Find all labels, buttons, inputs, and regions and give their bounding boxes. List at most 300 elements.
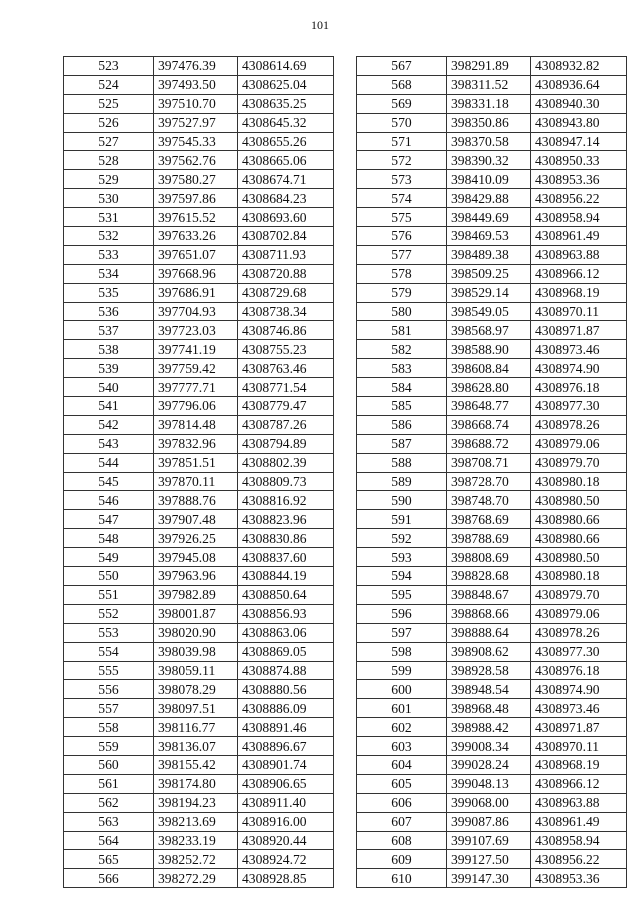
- y-coordinate-cell: 4308816.92: [238, 491, 334, 510]
- table-row: [357, 170, 627, 189]
- x-coordinate-cell: 399008.34: [447, 737, 531, 756]
- point-number-cell: 536: [64, 302, 154, 321]
- table-row: [64, 245, 334, 264]
- table-row: [64, 75, 334, 94]
- point-number-cell: 523: [64, 57, 154, 76]
- y-coordinate-cell: 4308943.80: [531, 113, 627, 132]
- table-row: [357, 397, 627, 416]
- point-number-cell: 608: [357, 831, 447, 850]
- x-coordinate-cell: 398059.11: [154, 661, 238, 680]
- point-number-cell: 541: [64, 397, 154, 416]
- x-coordinate-cell: 397963.96: [154, 567, 238, 586]
- point-number-cell: 590: [357, 491, 447, 510]
- y-coordinate-cell: 4308971.87: [531, 718, 627, 737]
- table-row: [64, 264, 334, 283]
- x-coordinate-cell: 397945.08: [154, 548, 238, 567]
- table-row: [357, 774, 627, 793]
- x-coordinate-cell: 397851.51: [154, 453, 238, 472]
- table-row: [357, 680, 627, 699]
- coordinate-table-left: [63, 56, 334, 888]
- point-number-cell: 581: [357, 321, 447, 340]
- point-number-cell: 578: [357, 264, 447, 283]
- y-coordinate-cell: 4308953.36: [531, 170, 627, 189]
- x-coordinate-cell: 398848.67: [447, 585, 531, 604]
- table-row: [64, 302, 334, 321]
- table-row: [64, 812, 334, 831]
- y-coordinate-cell: 4308953.36: [531, 869, 627, 888]
- y-coordinate-cell: 4308863.06: [238, 623, 334, 642]
- y-coordinate-cell: 4308968.19: [531, 755, 627, 774]
- table-row: [64, 151, 334, 170]
- y-coordinate-cell: 4308720.88: [238, 264, 334, 283]
- table-row: [64, 737, 334, 756]
- point-number-cell: 529: [64, 170, 154, 189]
- y-coordinate-cell: 4308928.85: [238, 869, 334, 888]
- x-coordinate-cell: 397686.91: [154, 283, 238, 302]
- y-coordinate-cell: 4308970.11: [531, 737, 627, 756]
- x-coordinate-cell: 397597.86: [154, 189, 238, 208]
- y-coordinate-cell: 4308837.60: [238, 548, 334, 567]
- y-coordinate-cell: 4308844.19: [238, 567, 334, 586]
- table-row: [357, 113, 627, 132]
- table-row: [357, 737, 627, 756]
- x-coordinate-cell: 398370.58: [447, 132, 531, 151]
- table-row: [357, 378, 627, 397]
- y-coordinate-cell: 4308787.26: [238, 415, 334, 434]
- table-row: [64, 378, 334, 397]
- x-coordinate-cell: 398039.98: [154, 642, 238, 661]
- table-row: [64, 585, 334, 604]
- table-row: [64, 623, 334, 642]
- x-coordinate-cell: 398410.09: [447, 170, 531, 189]
- x-coordinate-cell: 398988.42: [447, 718, 531, 737]
- x-coordinate-cell: 398628.80: [447, 378, 531, 397]
- x-coordinate-cell: 399048.13: [447, 774, 531, 793]
- x-coordinate-cell: 398291.89: [447, 57, 531, 76]
- y-coordinate-cell: 4308932.82: [531, 57, 627, 76]
- point-number-cell: 610: [357, 869, 447, 888]
- table-row: [64, 869, 334, 888]
- x-coordinate-cell: 398588.90: [447, 340, 531, 359]
- y-coordinate-cell: 4308802.39: [238, 453, 334, 472]
- y-coordinate-cell: 4308746.86: [238, 321, 334, 340]
- table-row: [64, 491, 334, 510]
- table-row: [357, 755, 627, 774]
- point-number-cell: 577: [357, 245, 447, 264]
- table-row: [64, 227, 334, 246]
- y-coordinate-cell: 4308970.11: [531, 302, 627, 321]
- point-number-cell: 548: [64, 529, 154, 548]
- y-coordinate-cell: 4308850.64: [238, 585, 334, 604]
- point-number-cell: 580: [357, 302, 447, 321]
- table-row: [64, 321, 334, 340]
- y-coordinate-cell: 4308963.88: [531, 793, 627, 812]
- table-row: [357, 359, 627, 378]
- table-row: [357, 415, 627, 434]
- x-coordinate-cell: 398808.69: [447, 548, 531, 567]
- y-coordinate-cell: 4308830.86: [238, 529, 334, 548]
- x-coordinate-cell: 399087.86: [447, 812, 531, 831]
- y-coordinate-cell: 4308961.49: [531, 812, 627, 831]
- table-row: [64, 472, 334, 491]
- x-coordinate-cell: 398748.70: [447, 491, 531, 510]
- x-coordinate-cell: 397741.19: [154, 340, 238, 359]
- table-row: [357, 245, 627, 264]
- table-row: [357, 642, 627, 661]
- x-coordinate-cell: 398136.07: [154, 737, 238, 756]
- table-row: [357, 567, 627, 586]
- point-number-cell: 528: [64, 151, 154, 170]
- y-coordinate-cell: 4308971.87: [531, 321, 627, 340]
- x-coordinate-cell: 398948.54: [447, 680, 531, 699]
- y-coordinate-cell: 4308738.34: [238, 302, 334, 321]
- y-coordinate-cell: 4308906.65: [238, 774, 334, 793]
- x-coordinate-cell: 397814.48: [154, 415, 238, 434]
- point-number-cell: 588: [357, 453, 447, 472]
- table-row: [357, 623, 627, 642]
- table-row: [64, 415, 334, 434]
- x-coordinate-cell: 398194.23: [154, 793, 238, 812]
- point-number-cell: 563: [64, 812, 154, 831]
- table-row: [357, 472, 627, 491]
- x-coordinate-cell: 398668.74: [447, 415, 531, 434]
- x-coordinate-cell: 398868.66: [447, 604, 531, 623]
- y-coordinate-cell: 4308950.33: [531, 151, 627, 170]
- table-row: [64, 189, 334, 208]
- y-coordinate-cell: 4308625.04: [238, 75, 334, 94]
- x-coordinate-cell: 398788.69: [447, 529, 531, 548]
- y-coordinate-cell: 4308976.18: [531, 378, 627, 397]
- y-coordinate-cell: 4308856.93: [238, 604, 334, 623]
- point-number-cell: 542: [64, 415, 154, 434]
- x-coordinate-cell: 398469.53: [447, 227, 531, 246]
- table-row: [357, 75, 627, 94]
- y-coordinate-cell: 4308980.50: [531, 491, 627, 510]
- y-coordinate-cell: 4308940.30: [531, 94, 627, 113]
- x-coordinate-cell: 397777.71: [154, 378, 238, 397]
- x-coordinate-cell: 398252.72: [154, 850, 238, 869]
- table-row: [357, 869, 627, 888]
- point-number-cell: 598: [357, 642, 447, 661]
- table-row: [64, 340, 334, 359]
- y-coordinate-cell: 4308916.00: [238, 812, 334, 831]
- point-number-cell: 602: [357, 718, 447, 737]
- y-coordinate-cell: 4308779.47: [238, 397, 334, 416]
- x-coordinate-cell: 399127.50: [447, 850, 531, 869]
- table-body-left: [64, 57, 334, 888]
- table-row: [357, 491, 627, 510]
- y-coordinate-cell: 4308968.19: [531, 283, 627, 302]
- point-number-cell: 561: [64, 774, 154, 793]
- table-row: [357, 283, 627, 302]
- x-coordinate-cell: 398648.77: [447, 397, 531, 416]
- y-coordinate-cell: 4308979.70: [531, 585, 627, 604]
- point-number-cell: 603: [357, 737, 447, 756]
- x-coordinate-cell: 397870.11: [154, 472, 238, 491]
- point-number-cell: 572: [357, 151, 447, 170]
- point-number-cell: 597: [357, 623, 447, 642]
- point-number-cell: 587: [357, 434, 447, 453]
- x-coordinate-cell: 398311.52: [447, 75, 531, 94]
- y-coordinate-cell: 4308974.90: [531, 359, 627, 378]
- point-number-cell: 543: [64, 434, 154, 453]
- table-row: [64, 57, 334, 76]
- point-number-cell: 559: [64, 737, 154, 756]
- table-row: [357, 604, 627, 623]
- point-number-cell: 570: [357, 113, 447, 132]
- x-coordinate-cell: 398728.70: [447, 472, 531, 491]
- table-row: [64, 283, 334, 302]
- table-row: [64, 680, 334, 699]
- table-row: [64, 94, 334, 113]
- table-row: [357, 340, 627, 359]
- table-row: [64, 529, 334, 548]
- y-coordinate-cell: 4308961.49: [531, 227, 627, 246]
- point-number-cell: 576: [357, 227, 447, 246]
- table-row: [64, 567, 334, 586]
- y-coordinate-cell: 4308693.60: [238, 208, 334, 227]
- y-coordinate-cell: 4308963.88: [531, 245, 627, 264]
- table-row: [64, 642, 334, 661]
- y-coordinate-cell: 4308958.94: [531, 208, 627, 227]
- x-coordinate-cell: 398529.14: [447, 283, 531, 302]
- table-row: [64, 755, 334, 774]
- y-coordinate-cell: 4308874.88: [238, 661, 334, 680]
- y-coordinate-cell: 4308958.94: [531, 831, 627, 850]
- y-coordinate-cell: 4308936.64: [531, 75, 627, 94]
- table-row: [64, 170, 334, 189]
- y-coordinate-cell: 4308980.66: [531, 529, 627, 548]
- x-coordinate-cell: 399107.69: [447, 831, 531, 850]
- y-coordinate-cell: 4308980.18: [531, 472, 627, 491]
- y-coordinate-cell: 4308956.22: [531, 189, 627, 208]
- table-row: [64, 453, 334, 472]
- x-coordinate-cell: 398233.19: [154, 831, 238, 850]
- x-coordinate-cell: 397888.76: [154, 491, 238, 510]
- y-coordinate-cell: 4308755.23: [238, 340, 334, 359]
- x-coordinate-cell: 398568.97: [447, 321, 531, 340]
- point-number-cell: 564: [64, 831, 154, 850]
- point-number-cell: 567: [357, 57, 447, 76]
- table-row: [64, 510, 334, 529]
- table-row: [357, 718, 627, 737]
- table-row: [357, 812, 627, 831]
- point-number-cell: 595: [357, 585, 447, 604]
- y-coordinate-cell: 4308886.09: [238, 699, 334, 718]
- table-row: [64, 113, 334, 132]
- point-number-cell: 547: [64, 510, 154, 529]
- y-coordinate-cell: 4308966.12: [531, 774, 627, 793]
- table-row: [357, 453, 627, 472]
- point-number-cell: 605: [357, 774, 447, 793]
- y-coordinate-cell: 4308674.71: [238, 170, 334, 189]
- y-coordinate-cell: 4308974.90: [531, 680, 627, 699]
- point-number-cell: 569: [357, 94, 447, 113]
- table-row: [64, 850, 334, 869]
- y-coordinate-cell: 4308980.18: [531, 567, 627, 586]
- table-row: [357, 510, 627, 529]
- table-row: [64, 699, 334, 718]
- point-number-cell: 525: [64, 94, 154, 113]
- x-coordinate-cell: 398549.05: [447, 302, 531, 321]
- table-row: [357, 94, 627, 113]
- table-row: [357, 321, 627, 340]
- y-coordinate-cell: 4308880.56: [238, 680, 334, 699]
- x-coordinate-cell: 398097.51: [154, 699, 238, 718]
- x-coordinate-cell: 398020.90: [154, 623, 238, 642]
- y-coordinate-cell: 4308809.73: [238, 472, 334, 491]
- point-number-cell: 535: [64, 283, 154, 302]
- table-row: [357, 57, 627, 76]
- x-coordinate-cell: 398888.64: [447, 623, 531, 642]
- point-number-cell: 549: [64, 548, 154, 567]
- x-coordinate-cell: 397982.89: [154, 585, 238, 604]
- table-row: [357, 585, 627, 604]
- x-coordinate-cell: 398001.87: [154, 604, 238, 623]
- table-row: [357, 793, 627, 812]
- x-coordinate-cell: 397832.96: [154, 434, 238, 453]
- table-row: [357, 548, 627, 567]
- table-row: [64, 434, 334, 453]
- x-coordinate-cell: 397796.06: [154, 397, 238, 416]
- x-coordinate-cell: 398708.71: [447, 453, 531, 472]
- point-number-cell: 557: [64, 699, 154, 718]
- y-coordinate-cell: 4308924.72: [238, 850, 334, 869]
- point-number-cell: 530: [64, 189, 154, 208]
- table-row: [357, 189, 627, 208]
- point-number-cell: 551: [64, 585, 154, 604]
- point-number-cell: 579: [357, 283, 447, 302]
- x-coordinate-cell: 397633.26: [154, 227, 238, 246]
- y-coordinate-cell: 4308973.46: [531, 699, 627, 718]
- x-coordinate-cell: 398213.69: [154, 812, 238, 831]
- point-number-cell: 582: [357, 340, 447, 359]
- x-coordinate-cell: 398272.29: [154, 869, 238, 888]
- table-row: [64, 774, 334, 793]
- table-row: [64, 132, 334, 151]
- x-coordinate-cell: 399147.30: [447, 869, 531, 888]
- point-number-cell: 596: [357, 604, 447, 623]
- point-number-cell: 534: [64, 264, 154, 283]
- point-number-cell: 585: [357, 397, 447, 416]
- y-coordinate-cell: 4308980.50: [531, 548, 627, 567]
- y-coordinate-cell: 4308891.46: [238, 718, 334, 737]
- point-number-cell: 592: [357, 529, 447, 548]
- x-coordinate-cell: 398155.42: [154, 755, 238, 774]
- x-coordinate-cell: 397723.03: [154, 321, 238, 340]
- point-number-cell: 538: [64, 340, 154, 359]
- y-coordinate-cell: 4308771.54: [238, 378, 334, 397]
- table-row: [357, 831, 627, 850]
- y-coordinate-cell: 4308911.40: [238, 793, 334, 812]
- x-coordinate-cell: 397907.48: [154, 510, 238, 529]
- y-coordinate-cell: 4308956.22: [531, 850, 627, 869]
- y-coordinate-cell: 4308655.26: [238, 132, 334, 151]
- x-coordinate-cell: 397580.27: [154, 170, 238, 189]
- table-row: [64, 208, 334, 227]
- point-number-cell: 607: [357, 812, 447, 831]
- x-coordinate-cell: 397545.33: [154, 132, 238, 151]
- y-coordinate-cell: 4308977.30: [531, 397, 627, 416]
- y-coordinate-cell: 4308973.46: [531, 340, 627, 359]
- x-coordinate-cell: 399068.00: [447, 793, 531, 812]
- table-row: [64, 661, 334, 680]
- y-coordinate-cell: 4308979.06: [531, 434, 627, 453]
- x-coordinate-cell: 398489.38: [447, 245, 531, 264]
- x-coordinate-cell: 398174.80: [154, 774, 238, 793]
- table-row: [357, 302, 627, 321]
- point-number-cell: 553: [64, 623, 154, 642]
- point-number-cell: 524: [64, 75, 154, 94]
- point-number-cell: 575: [357, 208, 447, 227]
- point-number-cell: 556: [64, 680, 154, 699]
- table-row: [64, 359, 334, 378]
- y-coordinate-cell: 4308976.18: [531, 661, 627, 680]
- point-number-cell: 540: [64, 378, 154, 397]
- point-number-cell: 545: [64, 472, 154, 491]
- y-coordinate-cell: 4308794.89: [238, 434, 334, 453]
- y-coordinate-cell: 4308979.06: [531, 604, 627, 623]
- point-number-cell: 568: [357, 75, 447, 94]
- x-coordinate-cell: 397493.50: [154, 75, 238, 94]
- x-coordinate-cell: 397759.42: [154, 359, 238, 378]
- point-number-cell: 526: [64, 113, 154, 132]
- x-coordinate-cell: 398390.32: [447, 151, 531, 170]
- point-number-cell: 599: [357, 661, 447, 680]
- point-number-cell: 555: [64, 661, 154, 680]
- y-coordinate-cell: 4308763.46: [238, 359, 334, 378]
- table-row: [357, 529, 627, 548]
- y-coordinate-cell: 4308702.84: [238, 227, 334, 246]
- point-number-cell: 600: [357, 680, 447, 699]
- point-number-cell: 554: [64, 642, 154, 661]
- table-row: [357, 151, 627, 170]
- table-row: [64, 793, 334, 812]
- point-number-cell: 532: [64, 227, 154, 246]
- table-row: [357, 434, 627, 453]
- table-row: [357, 699, 627, 718]
- y-coordinate-cell: 4308980.66: [531, 510, 627, 529]
- point-number-cell: 531: [64, 208, 154, 227]
- y-coordinate-cell: 4308896.67: [238, 737, 334, 756]
- point-number-cell: 606: [357, 793, 447, 812]
- y-coordinate-cell: 4308869.05: [238, 642, 334, 661]
- point-number-cell: 584: [357, 378, 447, 397]
- y-coordinate-cell: 4308711.93: [238, 245, 334, 264]
- table-row: [357, 227, 627, 246]
- point-number-cell: 565: [64, 850, 154, 869]
- point-number-cell: 574: [357, 189, 447, 208]
- point-number-cell: 560: [64, 755, 154, 774]
- table-row: [357, 208, 627, 227]
- y-coordinate-cell: 4308645.32: [238, 113, 334, 132]
- x-coordinate-cell: 398429.88: [447, 189, 531, 208]
- table-row: [64, 397, 334, 416]
- x-coordinate-cell: 398331.18: [447, 94, 531, 113]
- table-body-right: [357, 57, 627, 888]
- y-coordinate-cell: 4308979.70: [531, 453, 627, 472]
- y-coordinate-cell: 4308614.69: [238, 57, 334, 76]
- x-coordinate-cell: 398768.69: [447, 510, 531, 529]
- point-number-cell: 527: [64, 132, 154, 151]
- x-coordinate-cell: 398688.72: [447, 434, 531, 453]
- x-coordinate-cell: 397926.25: [154, 529, 238, 548]
- table-row: [357, 264, 627, 283]
- x-coordinate-cell: 398350.86: [447, 113, 531, 132]
- y-coordinate-cell: 4308635.25: [238, 94, 334, 113]
- y-coordinate-cell: 4308684.23: [238, 189, 334, 208]
- point-number-cell: 593: [357, 548, 447, 567]
